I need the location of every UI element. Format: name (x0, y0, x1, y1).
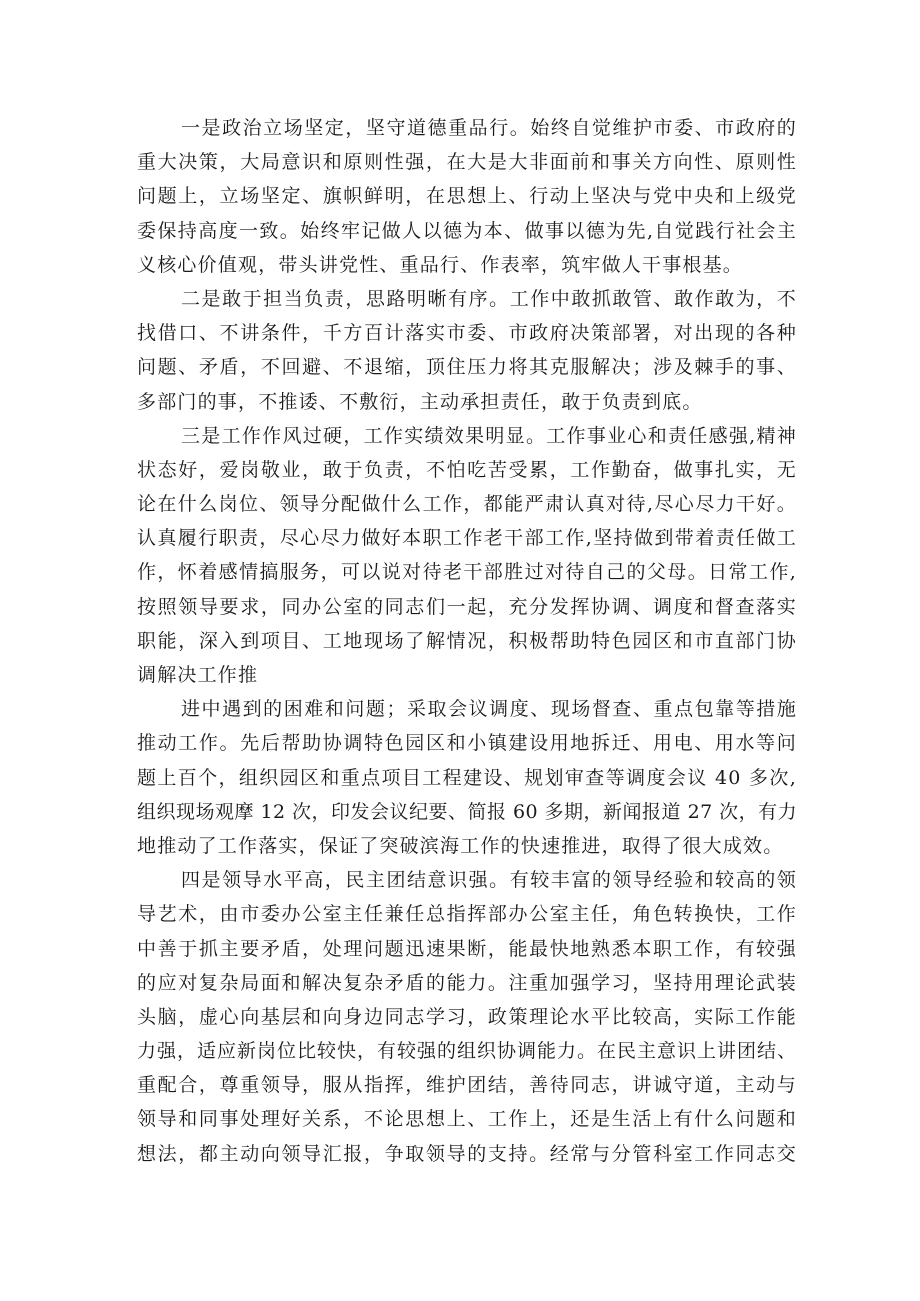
paragraph-2-line-4: 多部门的事，不推诿、不敷衍，主动承担责任，敢于负责到底。 (137, 390, 703, 413)
paragraph-2-line-2: 找借口、不讲条件，千方百计落实市委、市政府决策部署，对出现的各种 (137, 322, 797, 345)
paragraph-4-line-5: 地推动了工作落实，保证了突破滨海工作的快速推进，取得了很大成效。 (137, 834, 784, 857)
paragraph-1-line-4: 委保持高度一致。始终牢记做人以德为本、做事以德为先,自觉践行社会主 (137, 219, 797, 242)
paragraph-5-line-6: 力强，适应新岗位比较快，有较强的组织协调能力。在民主意识上讲团结、 (137, 1040, 798, 1063)
paragraph-4-line-1: 进中遇到的困难和问题；采取会议调度、现场督查、重点包靠等措施 (181, 698, 797, 721)
paragraph-3-line-1: 三是工作作风过硬，工作实绩效果明显。工作事业心和责任感强,精神 (181, 424, 797, 447)
paragraph-3-line-8: 调解决工作推 (137, 664, 259, 686)
paragraph-5-line-4: 的应对复杂局面和解决复杂矛盾的能力。注重加强学习，坚持用理论武装 (137, 971, 797, 994)
document-body (137, 111, 797, 1171)
paragraph-5-line-8: 领导和同事处理好关系，不论思想上、工作上，还是生活上有什么问题和 (137, 1108, 797, 1131)
paragraph-2-line-1: 二是敢于担当负责，思路明晰有序。工作中敢抓敢管、敢作敢为，不 (181, 287, 797, 310)
paragraph-5-line-7: 重配合，尊重领导，服从指挥，维护团结，善待同志，讲诚守道，主动与 (137, 1074, 797, 1097)
paragraph-2-line-3: 问题、矛盾，不回避、不退缩，顶住压力将其克服解决；涉及棘手的事、 (137, 356, 797, 379)
paragraph-5-line-5: 头脑，虚心向基层和向身边同志学习，政策理论水平比较高，实际工作能 (137, 1005, 797, 1028)
paragraph-1-line-3: 问题上，立场坚定、旗帜鲜明，在思想上、行动上坚决与党中央和上级党 (137, 185, 797, 208)
paragraph-3-line-4: 认真履行职责，尽心尽力做好本职工作老干部工作,坚持做到带着责任做工 (137, 527, 797, 550)
paragraph-3-line-3: 论在什么岗位、领导分配做什么工作，都能严肃认真对待,尽心尽力干好。 (137, 493, 797, 516)
paragraph-1-line-2: 重大决策，大局意识和原则性强，在大是大非面前和事关方向性、原则性 (137, 151, 797, 174)
paragraph-1-line-1: 一是政治立场坚定，坚守道德重品行。始终自觉维护市委、市政府的 (181, 117, 797, 139)
paragraph-4-line-2: 推动工作。先后帮助协调特色园区和小镇建设用地拆迁、用电、用水等问 (137, 732, 797, 755)
paragraph-5-line-9: 想法，都主动向领导汇报，争取领导的支持。经常与分管科室工作同志交 (137, 1142, 797, 1165)
paragraph-3-line-6: 按照领导要求，同办公室的同志们一起，充分发挥协调、调度和督查落实 (137, 595, 797, 618)
paragraph-3-line-7: 职能，深入到项目、工地现场了解情况，积极帮助特色园区和市直部门协 (137, 629, 797, 652)
paragraph-1-line-5: 义核心价值观，带头讲党性、重品行、作表率，筑牢做人干事根基。 (137, 253, 744, 276)
paragraph-3-line-5: 作，怀着感情搞服务，可以说对待老干部胜过对待自己的父母。日常工作, (137, 561, 797, 584)
paragraph-5-line-2: 导艺术，由市委办公室主任兼任总指挥部办公室主任，角色转换快，工作 (137, 903, 797, 926)
paragraph-5-line-3: 中善于抓主要矛盾，处理问题迅速果断，能最快地熟悉本职工作，有较强 (137, 937, 797, 960)
paragraph-3-line-2: 状态好，爱岗敬业，敢于负责，不怕吃苦受累，工作勤奋，做事扎实，无 (137, 458, 797, 481)
paragraph-4-line-4: 组织现场观摩 12 次，印发会议纪要、简报 60 多期，新闻报道 27 次，有力 (137, 800, 797, 823)
paragraph-5-line-1: 四是领导水平高，民主团结意识强。有较丰富的领导经验和较高的领 (181, 869, 797, 892)
paragraph-4-line-3: 题上百个，组织园区和重点项目工程建设、规划审查等调度会议 40 多次, (137, 766, 797, 789)
